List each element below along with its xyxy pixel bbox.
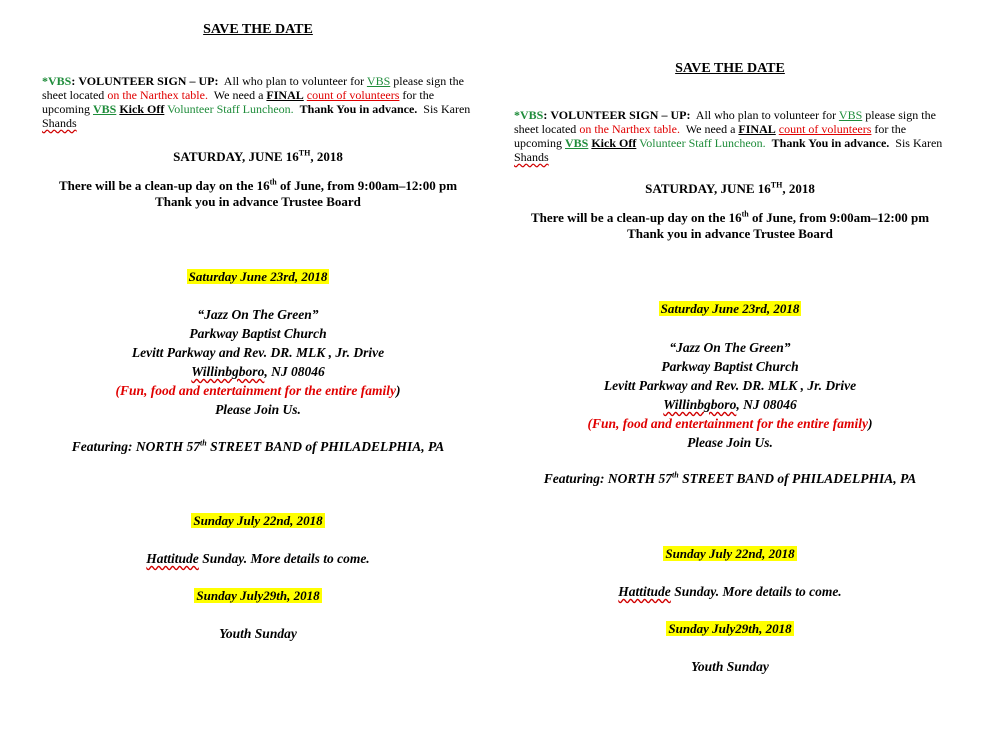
event-date-july-22: Sunday July 22nd, 2018: [193, 513, 323, 528]
featuring-line: Featuring: NORTH 57th STREET BAND of PHILADELPHIA, PA: [71, 438, 445, 454]
save-the-date-title: SAVE THE DATE: [675, 61, 785, 76]
event-date-july-22: Sunday July 22nd, 2018: [665, 546, 795, 561]
date-june-16: SATURDAY, JUNE 16TH, 2018: [645, 180, 815, 196]
cleanup-notice: There will be a clean-up day on the 16th of June, from 9:00am–12:00 pm Thank you in advance Trustee Board: [530, 209, 930, 241]
jazz-event-details: “Jazz On The Green” Parkway Baptist Church Levitt Parkway and Rev. DR. MLK , Jr. Drive Willinbgboro, NJ 08046 (Fun, food and entertainment for the entire family) Please Join Us.: [587, 340, 873, 450]
hattitude-sunday: Hattitude Sunday. More details to come.: [618, 584, 842, 599]
event-date-july-29: Sunday July29th, 2018: [668, 621, 792, 636]
event-date-july-29: Sunday July29th, 2018: [196, 588, 320, 603]
youth-sunday: Youth Sunday: [219, 626, 297, 641]
youth-sunday: Youth Sunday: [691, 659, 769, 674]
vbs-paragraph: *VBS: VOLUNTEER SIGN – UP: All who plan to volunteer for VBS please sign the sheet located on the Narthex table. We need a FINAL count of volunteers for the upcoming VBS Kick Off Volunteer Staff Luncheon. Thank You in advance. Sis Karen Shands: [514, 108, 943, 164]
event-date-june-23: Saturday June 23rd, 2018: [188, 269, 328, 284]
featuring-line: Featuring: NORTH 57th STREET BAND of PHILADELPHIA, PA: [543, 470, 917, 486]
vbs-paragraph: *VBS: VOLUNTEER SIGN – UP: All who plan to volunteer for VBS please sign the sheet located on the Narthex table. We need a FINAL count of volunteers for the upcoming VBS Kick Off Volunteer Staff Luncheon. Thank You in advance. Sis Karen Shands: [42, 74, 471, 130]
jazz-event-details: “Jazz On The Green” Parkway Baptist Church Levitt Parkway and Rev. DR. MLK , Jr. Drive Willinbgboro, NJ 08046 (Fun, food and entertainment for the entire family) Please Join Us.: [115, 307, 401, 417]
date-june-16: SATURDAY, JUNE 16TH, 2018: [173, 148, 343, 164]
save-the-date-title: SAVE THE DATE: [203, 22, 313, 37]
cleanup-notice: There will be a clean-up day on the 16th of June, from 9:00am–12:00 pm Thank you in advance Trustee Board: [58, 177, 458, 209]
hattitude-sunday: Hattitude Sunday. More details to come.: [146, 551, 370, 566]
event-date-june-23: Saturday June 23rd, 2018: [660, 301, 800, 316]
